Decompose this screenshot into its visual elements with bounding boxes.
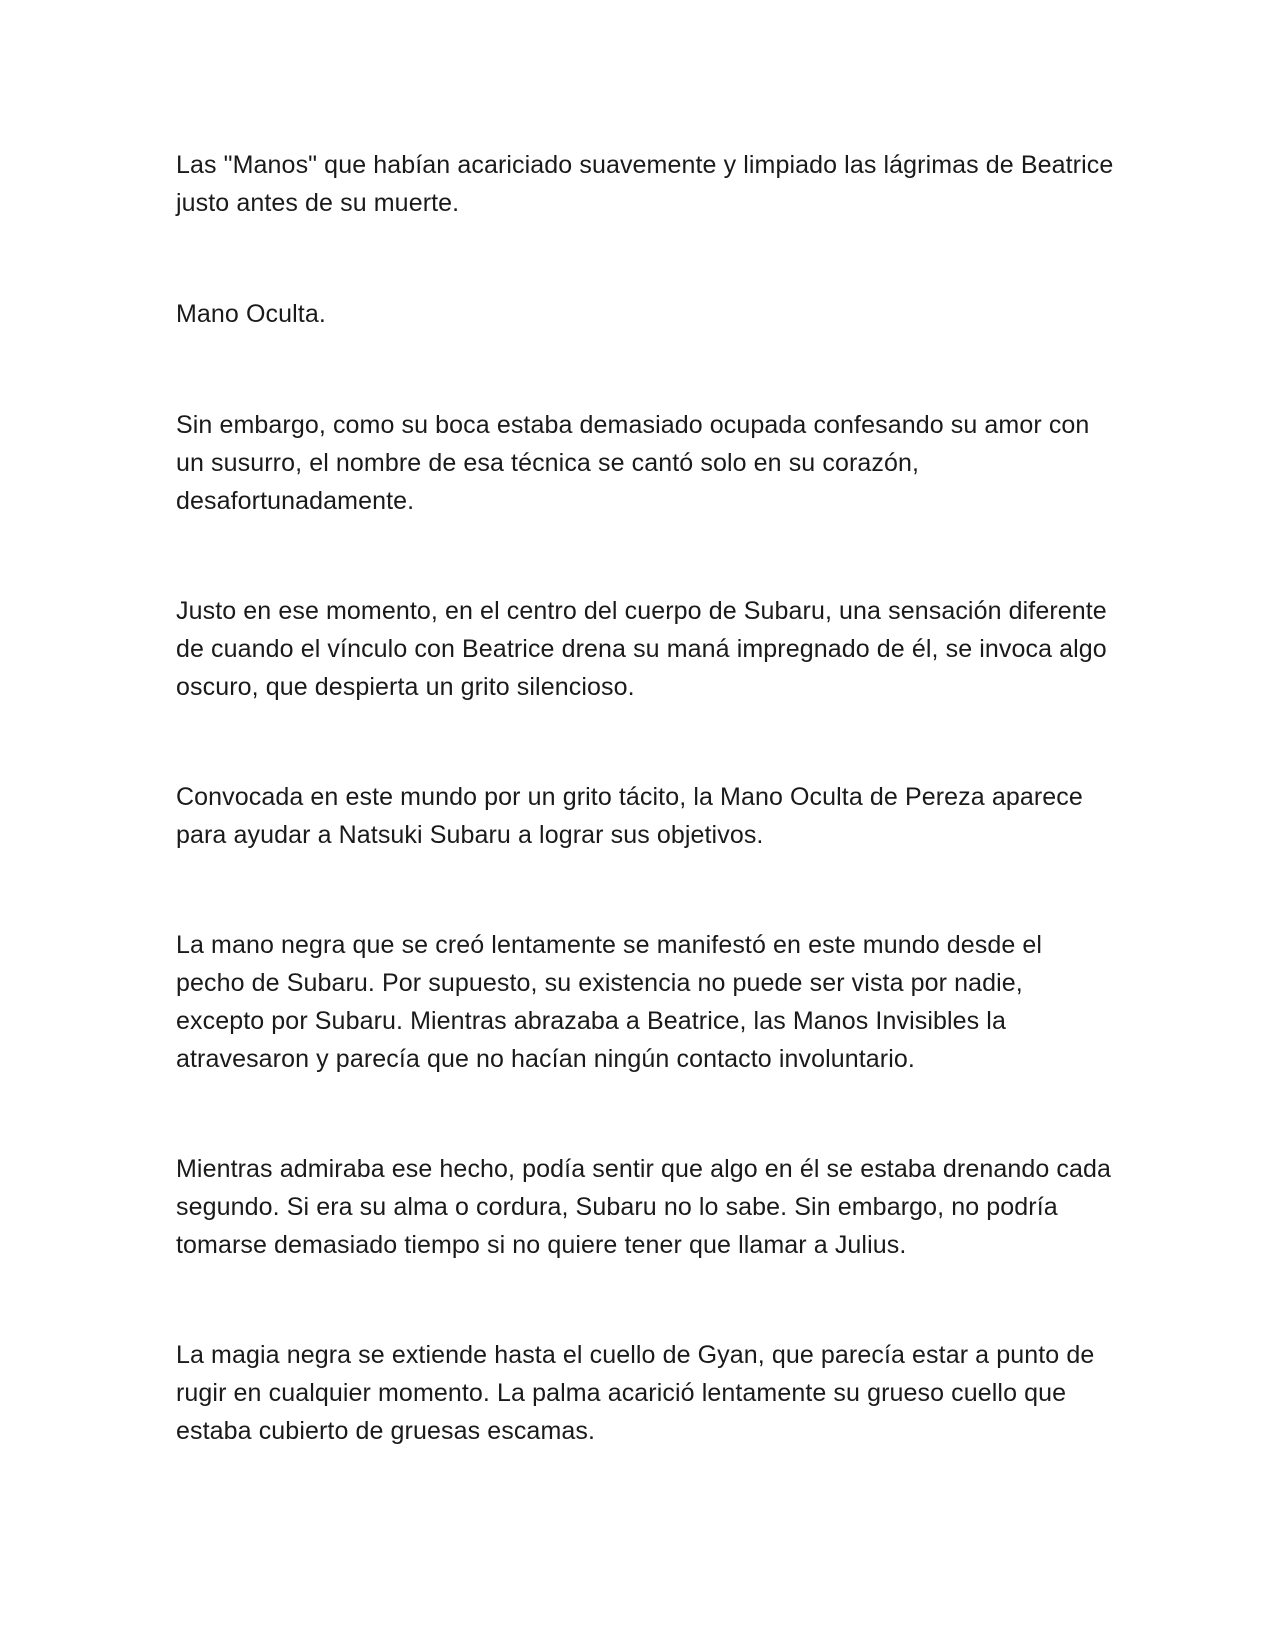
paragraph-8: La magia negra se extiende hasta el cuello de Gyan, que parecía estar a punto de rugir en cualquier momento. La palma acarició lentamente su grueso cuello que estaba cubierto de gruesas escamas. [176,1341,1095,1445]
paragraph-4: Justo en ese momento, en el centro del cuerpo de Subaru, una sensación diferente de cuando el vínculo con Beatrice drena su maná impregnado de él, se invoca algo oscuro, que despierta un grito silencioso. [176,597,1107,701]
paragraph-5: Convocada en este mundo por un grito tácito, la Mano Oculta de Pereza aparece para ayudar a Natsuki Subaru a lograr sus objetivos. [176,783,1083,849]
paragraph-1: Las "Manos" que habían acariciado suavemente y limpiado las lágrimas de Beatrice justo antes de su muerte. [176,151,1114,217]
paragraph-6: La mano negra que se creó lentamente se manifestó en este mundo desde el pecho de Subaru. Por supuesto, su existencia no puede ser vista por nadie, excepto por Subaru. Mientras abrazaba a Beatrice, las Manos Invisibles la atravesaron y parecía que no hacían ningún contacto involuntario. [176,931,1043,1073]
paragraph-2: Mano Oculta. [176,300,326,328]
paragraph-3: Sin embargo, como su boca estaba demasiado ocupada confesando su amor con un susurro, el nombre de esa técnica se cantó solo en su corazón, desafortunadamente. [176,411,1090,515]
paragraph-7: Mientras admiraba ese hecho, podía sentir que algo en él se estaba drenando cada segundo. Si era su alma o cordura, Subaru no lo sabe. Sin embargo, no podría tomarse demasiado tiempo si no quiere tener que llamar a Julius. [176,1155,1112,1259]
